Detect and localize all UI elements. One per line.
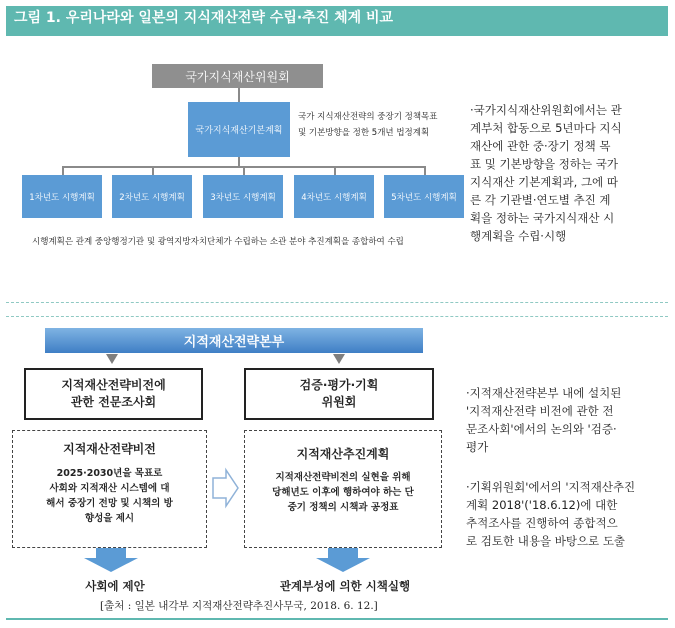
right-arrow-icon: [213, 470, 238, 506]
figure-title: 그림 1. 우리나라와 일본의 지식재산전략 수립·추진 체계 비교: [14, 10, 394, 26]
year-plan-box: 1차년도 시행계획: [22, 175, 102, 218]
side-text-line: 로 검토한 내용을 바탕으로 도출: [466, 534, 626, 548]
side-text-line: 재산에 관한 중·장기 정책 목: [470, 139, 611, 153]
expert-committee-line: 관한 전문조사회: [70, 395, 157, 409]
basic-plan-note-line: 국가 지식재산전략의 중장기 정책목표: [298, 112, 438, 122]
basic-plan-note: [298, 109, 468, 141]
basic-plan-note-line: 및 기본방향을 정한 5개년 법정계획: [298, 128, 430, 138]
year-plan-box: 2차년도 시행계획: [112, 175, 192, 218]
committee-box: 국가지식재산위원회: [152, 64, 323, 88]
side-text-line: 계획 2018'('18.6.12)에 대한: [466, 498, 618, 512]
down-arrow-icon: [316, 548, 370, 572]
year-plan-box: 4차년도 시행계획: [294, 175, 374, 218]
connector-line: [334, 166, 336, 175]
section-divider: [6, 316, 668, 317]
section-divider: [6, 302, 668, 303]
expert-committee-box: [24, 368, 203, 420]
promotion-body-line: 지적재산전략비전의 실현을 위해: [275, 472, 411, 483]
side-text-line: '지적재산전략 비전에 관한 전: [466, 404, 614, 418]
header-arrow-icon: [106, 354, 118, 364]
year-plan-box: 5차년도 시행계획: [384, 175, 464, 218]
down-arrow-icon: [84, 548, 138, 572]
promotion-body-line: 당해년도 이후에 행하여야 하는 단: [272, 487, 414, 498]
result-left: 사회에 제안: [85, 579, 145, 593]
side-text-line: 른 각 기관별·연도별 추진 계: [470, 193, 611, 207]
implementation-note: 시행계획은 관계 중앙행정기관 및 광역지방자치단체가 수립하는 소관 분야 추진계획을 종합하여 수립: [32, 237, 404, 247]
bottom-rule: [6, 618, 668, 620]
connector-line: [424, 166, 426, 175]
basic-plan-box: 국가지식재산기본계획: [188, 102, 290, 157]
connector-line: [152, 166, 154, 175]
side-text-line: ·국가지식재산위원회에서는 관: [470, 103, 622, 117]
side-text-line: 표 및 기본방향을 정하는 국가: [470, 157, 618, 171]
bottom-side-text-2: [466, 478, 671, 550]
side-text-line: 행계획을 수립·시행: [470, 229, 567, 243]
promotion-body-line: 중기 정책의 시책과 공정표: [287, 502, 399, 513]
vision-body-line: 사회와 지적재산 시스템에 대: [49, 483, 170, 494]
bottom-side-text-1: [466, 384, 671, 456]
result-right: 관계부성에 의한 시책실행: [279, 579, 411, 593]
review-committee-box: [244, 368, 434, 420]
side-text-line: 계부처 합동으로 5년마다 지식: [470, 121, 622, 135]
promotion-plan-body: [244, 470, 442, 515]
vision-body-line: 2025·2030년을 목표로: [56, 468, 163, 479]
review-committee-line: 검증·평가·기획: [299, 378, 379, 392]
vision-body-line: 향성을 제시: [84, 513, 135, 524]
connector-line: [238, 157, 240, 166]
side-text-line: 지식재산 기본계획과, 그에 따: [470, 175, 618, 189]
side-text-line: ·지적재산전략본부 내에 설치된: [466, 386, 622, 400]
side-text-line: 평가: [466, 440, 489, 454]
vision-body-line: 해서 중장기 전망 및 시책의 방: [46, 498, 173, 509]
side-text-line: 추적조사를 진행하여 종합적으: [466, 516, 618, 530]
side-text-line: ·기획위원회'에서의 '지적재산추진: [466, 480, 636, 494]
side-text-line: 문조사회'에서의 논의와 '검증·: [466, 422, 617, 436]
connector-line: [238, 88, 240, 102]
source-citation: [출처 : 일본 내각부 지적재산전략추진사무국, 2018. 6. 12.]: [100, 600, 378, 612]
side-text-line: 획을 정하는 국가지식재산 시: [470, 211, 615, 225]
header-arrow-icon: [333, 354, 345, 364]
year-plan-box: 3차년도 시행계획: [203, 175, 283, 218]
top-side-text: [470, 101, 670, 245]
connector-line: [243, 166, 245, 175]
expert-committee-line: 지적재산전략비전에: [61, 378, 166, 392]
headquarters-bar: 지적재산전략본부: [45, 328, 423, 353]
vision-title: 지적재산전략비전: [63, 442, 156, 456]
review-committee-line: 위원회: [321, 395, 357, 409]
connector-line: [62, 166, 64, 175]
promotion-plan-title: 지적재산추진계획: [296, 447, 390, 461]
vision-body: [12, 466, 207, 526]
